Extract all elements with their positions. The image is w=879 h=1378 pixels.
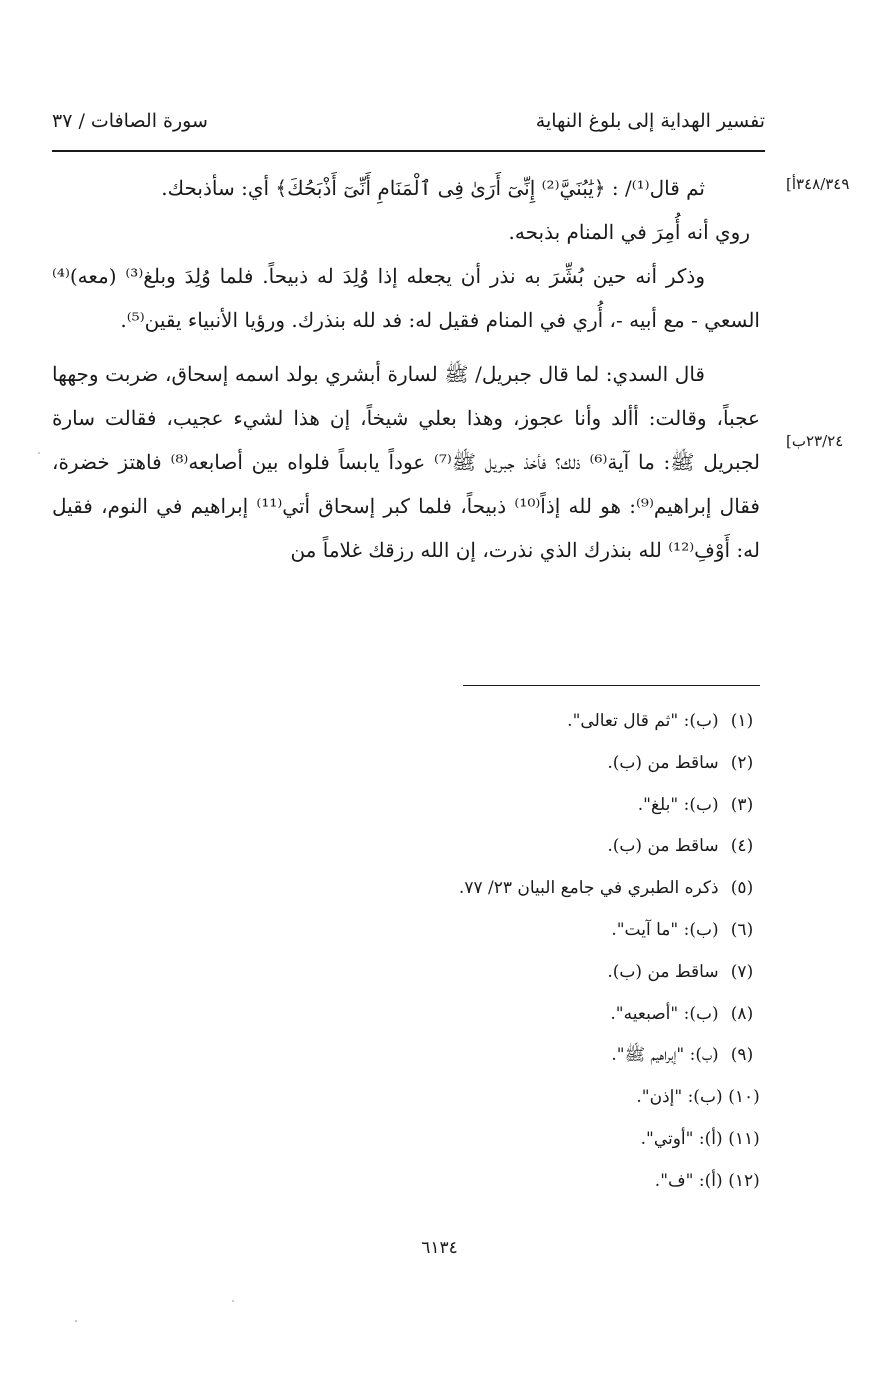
footnote-item: [300, 702, 760, 744]
header-rule: [52, 150, 765, 152]
footnote-text: (ب): "إذن".: [636, 1087, 723, 1108]
paragraph-2: روي أنه أُمِرَ في المنام بذبحه.: [508, 220, 750, 244]
paragraph-1: ثم قال⁽¹⁾/ : ﴿يَٰبُنَيَّ⁽²⁾ إِنِّىٓ أَرَىٰ فِى ٱلْمَنَامِ أَنِّىٓ أَذْبَحُكَ﴾ أي: سأذبحك.: [161, 176, 705, 200]
footnote-item: [300, 869, 760, 911]
footnote-number: (١): [730, 711, 754, 731]
footnote-text: (ب): "أصبعيه".: [610, 1003, 719, 1024]
book-title: تفسير الهداية إلى بلوغ النهاية: [535, 110, 765, 132]
surah-page-label: سورة الصافات / ٣٧: [52, 110, 208, 132]
footnote-number: (١٠): [728, 1087, 760, 1108]
scan-speck: [75, 1320, 77, 1322]
footnote-text: (ب): "إبراهيم ﷺ".: [611, 1045, 719, 1066]
footnote-rule: [463, 685, 760, 686]
footnote-item: [300, 786, 760, 828]
footnote-number: (١٢): [728, 1170, 760, 1191]
footnote-text: (أ): "ف".: [654, 1170, 723, 1191]
footnote-number: (٧): [730, 961, 754, 982]
footnote-item: [300, 1036, 760, 1078]
footnote-number: (٦): [730, 919, 754, 940]
footnote-item: [300, 1162, 760, 1204]
footnote-number: (٤): [730, 836, 754, 857]
footnote-text: ساقط من (ب).: [607, 836, 719, 857]
footnote-text: ذكره الطبري في جامع البيان ٢٣/ ٧٧.: [458, 878, 719, 899]
footnotes: [300, 702, 760, 1204]
footnote-item: [300, 995, 760, 1037]
footnote-item: [300, 1078, 760, 1120]
margin-reference-2: ٢٣/٢٤ب]: [786, 432, 844, 450]
footnote-text: ساقط من (ب).: [607, 961, 719, 982]
paragraph-4: قال السدي: لما قال جبريل/ ﷺ لسارة أبشري بولد اسمه إسحاق، ضربت وجهها عجباً، وقالت: أألد وأنا عجوز، وهذا بعلي شيخاً، إن هذا لشيء عجيب، فقالت سارة لجبريل ﷺ: ما آية⁽⁶⁾ ذلك؟ فأخذ جبريل ﷺ⁽⁷⁾ عوداً يابساً فلواه بين أصابعه⁽⁸⁾ فاهتز خضرة، فقال إبراهيم⁽⁹⁾: هو لله إذاً⁽¹⁰⁾ ذبيحاً، فلما كبر إسحاق أتي⁽¹¹⁾ إبراهيم في النوم، فقيل له: أَوْفِ⁽¹²⁾ لله بنذرك الذي نذرت، إن الله رزقك غلاماً من: [52, 362, 760, 562]
footnote-number: (٢): [730, 752, 754, 773]
footnote-item: [300, 911, 760, 953]
main-text: [52, 166, 760, 572]
footnote-text: (ب): "ثم قال تعالى".: [567, 711, 719, 731]
footnote-item: [300, 744, 760, 786]
footnote-number: (٣): [730, 794, 754, 815]
paragraph-3: وذكر أنه حين بُشِّرَ به نذر أن يجعله إذا وُلِدَ له ذبيحاً. فلما وُلِدَ وبلغ⁽³⁾ (معه)⁽⁴⁾ السعي - مع أبيه -، أُري في المنام فقيل له: فد لله بنذرك. ورؤيا الأنبياء يقين⁽⁵⁾.: [52, 264, 760, 332]
footnote-item: [300, 953, 760, 995]
footnote-item: [300, 827, 760, 869]
footnote-text: ساقط من (ب).: [607, 752, 719, 773]
footnote-number: (٩): [730, 1045, 754, 1066]
page-number: ٦١٣٤: [421, 1238, 458, 1258]
footnote-text: (أ): "أوتي".: [640, 1128, 723, 1149]
scan-speck: [232, 1300, 234, 1302]
footnote-number: (١١): [728, 1128, 760, 1149]
footnote-item: [300, 1120, 760, 1162]
margin-reference-1: ٣٤٨/٣٤٩أ]: [786, 175, 850, 193]
footnote-text: (ب): "ما آيت".: [611, 919, 719, 940]
footnote-number: (٥): [730, 878, 754, 899]
scan-speck: [38, 452, 40, 454]
footnote-text: (ب): "بلغ".: [637, 794, 719, 815]
running-header: [52, 106, 765, 146]
footnote-number: (٨): [730, 1003, 754, 1024]
